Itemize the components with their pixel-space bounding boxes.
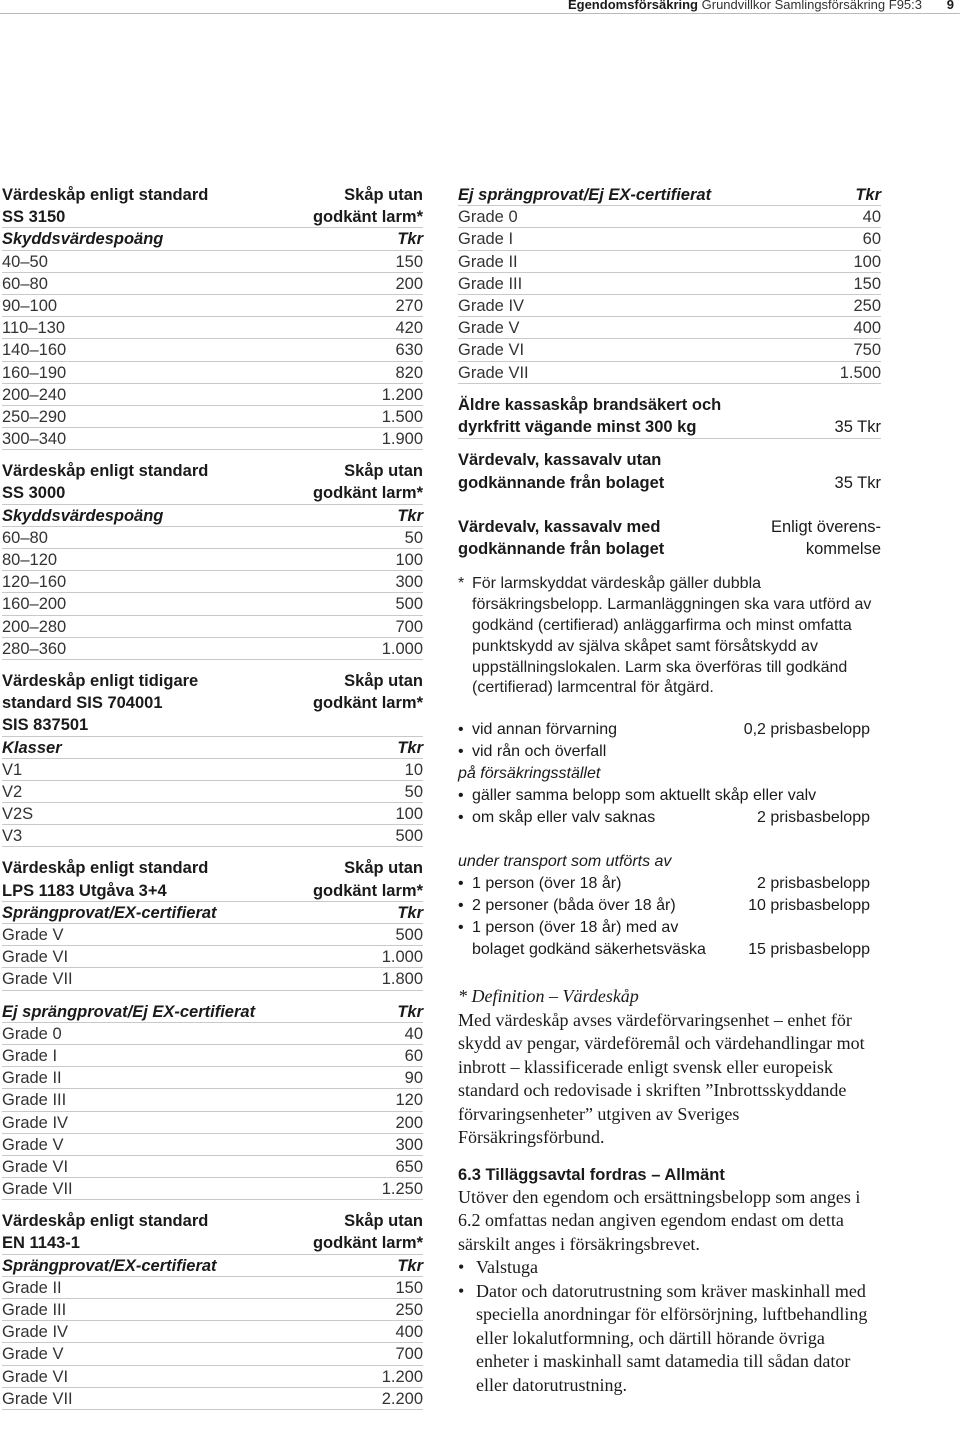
row-label: 160–200 [2,595,67,614]
section-list [458,1256,878,1397]
table-row [2,593,423,615]
row-value: 630 [395,341,423,360]
row-label: Grade II [2,1278,62,1297]
table-row [458,339,881,361]
section-heading: 6.3 Tilläggsavtal fordras – Allmänt [458,1165,725,1184]
table-row [2,638,423,660]
table-head-2: EN 1143-1 godkänt larm* [2,1232,423,1254]
table-row [2,1366,423,1388]
row-value: 500 [395,595,423,614]
list-item: • Valstuga [458,1256,878,1280]
row-value: 650 [395,1157,423,1176]
table-row [2,1089,423,1111]
row-label: 90–100 [2,296,58,315]
list-item: • 2 personer (båda över 18 år) 10 prisbasbelopp [458,895,870,917]
row-label: Grade III [458,274,523,293]
row-value: 50 [404,528,423,547]
table-row [2,1067,423,1089]
row-label: Grade II [458,252,518,271]
list-item-cont: bolaget godkänd säkerhetsväska 15 prisbasbelopp [472,941,870,959]
row-value: 420 [395,319,423,338]
row-value: 250 [853,296,881,315]
row-label: Grade VI [2,948,69,967]
table-head-1: Värdeskåp enligt standard Skåp utan [2,1212,423,1231]
row-label: Grade VII [2,970,73,989]
table-ss3150 [2,184,423,450]
row-value: 200 [395,1113,423,1132]
valv-utan-row: Värdevalv, kassavalv utan godkännande från bolaget 35 Tkr [458,451,881,492]
table-en1143 [2,1210,423,1410]
table-head-2: SS 3150 godkänt larm* [2,206,423,228]
table-row [2,1045,423,1067]
row-label: V3 [2,827,23,846]
row-label: Grade IV [458,296,525,315]
table-row [2,1134,423,1156]
table-head-3: SIS 837501 [2,714,423,736]
list-item: • 1 person (över 18 år) med av [458,917,870,939]
row-label: 280–360 [2,639,67,658]
row-value: 820 [395,363,423,382]
row-value: 500 [395,926,423,944]
row-label: 140–160 [2,341,67,360]
table-row [2,384,423,406]
table-row [458,317,881,339]
table-head-1: Värdeskåp enligt standard Skåp utan [2,186,423,204]
list-subheading: på försäkringsstället [458,765,601,783]
row-label: Grade VI [2,1157,69,1176]
row-label: Grade VI [2,1367,69,1386]
table-row [2,295,423,317]
row-label: Grade III [2,1091,67,1110]
table-subhead: Sprängprovat/EX-certifierat Tkr [2,1255,423,1277]
table-row [2,803,423,825]
table-row [2,825,423,847]
row-label: Grade I [2,1046,58,1065]
table-head-1: Värdeskåp enligt tidigare Skåp utan [2,671,423,690]
alarm-list [458,719,870,961]
table-row [458,295,881,317]
row-label: Grade IV [2,1323,69,1342]
row-label: V2S [2,805,34,824]
row-value: 1.000 [381,948,423,967]
row-value: 100 [853,252,881,271]
row-value: 250 [395,1301,423,1319]
row-value: 40 [404,1024,423,1043]
valv-med-row: Värdevalv, kassavalv med godkännande från bolaget Enligt överens- kommelse [458,517,881,559]
table-body [2,1023,423,1201]
table-subhead: Klasser Tkr [2,737,423,759]
table-row [2,549,423,571]
row-value: 400 [853,319,881,338]
table-subhead: Skyddsvärdespoäng Tkr [2,228,423,250]
left-column [2,184,423,1410]
row-label: Grade V [2,1345,64,1364]
list-item: • 1 person (över 18 år) 2 prisbasbelopp [458,873,870,895]
row-value: 50 [404,782,423,801]
list-item: • vid rån och överfall [458,741,870,763]
table-lps-ej [2,1001,423,1201]
row-label: Grade IV [2,1113,69,1132]
table-row [2,428,423,450]
table-subhead: Ej sprängprovat/Ej EX-certifierat Tkr [2,1001,423,1023]
row-value: 1.500 [381,407,423,426]
table-row [458,273,881,295]
section-text: Utöver den egendom och ersättningsbelopp som anges i 6.2 omfattas nedan angiven egendom endast om detta särskilt anges i försäkringsbrevet. [458,1186,861,1254]
table-body [2,1277,423,1410]
table-head-2: LPS 1183 Utgåva 3+4 godkänt larm* [2,880,423,902]
table-row [2,924,423,946]
table-row [2,968,423,990]
row-label: V1 [2,760,23,779]
table-body [2,759,423,848]
row-value: 1.000 [381,639,423,658]
row-value: 150 [853,274,881,293]
row-label: 300–340 [2,430,67,449]
table-row [2,251,423,273]
list-item: • vid annan förvarning 0,2 prisbasbelopp [458,719,870,741]
row-label: V2 [2,782,23,801]
row-label: 40–50 [2,252,48,271]
table-head-1: Värdeskåp enligt standard Skåp utan [2,859,423,878]
row-label: 200–240 [2,385,67,404]
right-column [458,184,881,1397]
table-body [2,924,423,991]
row-label: Grade V [2,1135,64,1154]
footnote: * För larmskyddat värdeskåp gäller dubbla försäkringsbelopp. Larmanläggningen ska vara utförd av godkänd (certifierad) anläggarfirma och minst omfatta punktskydd av själva skåpet samt försåtskydd av uppställningslokalen. Larm ska överföras till godkänd (certifierad) larmcentral för åtgärd. [458,575,872,697]
row-label: Grade V [458,319,520,338]
table-body [2,527,423,660]
row-label: Grade I [458,230,514,249]
row-value: 100 [395,551,423,569]
row-value: 270 [395,296,423,315]
table-row [2,406,423,428]
table-row [2,1343,423,1365]
row-label: 60–80 [2,274,48,293]
row-value: 150 [395,1278,423,1297]
row-label: Grade III [2,1301,67,1319]
row-value: 1.900 [381,430,423,449]
table-en1143-ej [458,184,881,384]
row-value: 100 [395,805,423,824]
row-value: 1.250 [381,1180,423,1199]
definition-text: Med värdeskåp avses värdeförvaringsenhet – enhet för skydd av pengar, värdeföremål och värdehandlingar mot inbrott – klassificerade enligt svensk eller europeisk standard och redovisade i skriften ”Inbrottsskyddande förvaringsenheter” utgiven av Sveriges Försäkringsförbund. [458,1009,865,1148]
row-label: 60–80 [2,528,48,547]
table-head-2: SS 3000 godkänt larm* [2,482,423,504]
row-label: Grade VII [458,363,529,382]
table-row [2,1388,423,1410]
table-body [2,251,423,451]
table-ss3000 [2,460,423,660]
table-lps1183 [2,857,423,990]
list-subheading: under transport som utförts av [458,853,672,871]
row-value: 500 [395,827,423,846]
table-row [2,1277,423,1299]
table-row [2,1112,423,1134]
row-label: Grade VI [458,341,525,360]
list-item: • om skåp eller valv saknas 2 prisbasbelopp [458,807,870,829]
row-value: 1.500 [839,363,881,382]
table-row [2,273,423,295]
table-body [458,206,881,384]
table-row [2,571,423,593]
list-item: • gäller samma belopp som aktuellt skåp eller valv [458,785,870,807]
row-label: Grade 0 [2,1024,62,1043]
table-subhead: Skyddsvärdespoäng Tkr [2,505,423,527]
table-row [458,206,881,228]
row-label: 200–280 [2,617,67,636]
row-value: 90 [404,1069,423,1088]
table-row [2,317,423,339]
row-label: 110–130 [2,319,66,338]
definition [458,985,878,1150]
row-value: 150 [395,252,423,271]
table-subhead: Sprängprovat/EX-certifierat Tkr [2,902,423,924]
page-header [0,0,960,12]
table-row [2,527,423,549]
table-row [458,251,881,273]
row-value: 700 [395,617,423,636]
table-subhead: Ej sprängprovat/Ej EX-certifierat Tkr [458,184,881,206]
table-row [2,1023,423,1045]
table-row [2,616,423,638]
table-row [2,1156,423,1178]
row-label: Grade V [2,926,64,944]
table-head-2: standard SIS 704001 godkänt larm* [2,694,423,713]
table-row [2,1321,423,1343]
table-head-1: Värdeskåp enligt standard Skåp utan [2,462,423,481]
table-row [458,228,881,250]
row-value: 60 [862,230,881,249]
table-row [458,362,881,384]
row-value: 700 [395,1345,423,1364]
table-row [2,946,423,968]
row-value: 1.200 [381,1367,423,1386]
row-value: 60 [404,1046,423,1065]
row-label: 80–120 [2,551,58,569]
row-value: 2.200 [381,1389,423,1408]
row-value: 10 [404,760,423,779]
row-label: 250–290 [2,407,67,426]
row-value: 120 [395,1091,423,1110]
row-label: Grade II [2,1069,62,1088]
table-row [2,781,423,803]
row-value: 1.800 [381,970,423,989]
header-subtitle: Grundvillkor Samlingsförsäkring F95:3 [701,0,922,12]
row-value: 200 [395,274,423,293]
table-row [2,1299,423,1321]
row-value: 40 [862,208,881,227]
page-number: 9 [946,0,954,12]
row-label: Grade VII [2,1180,73,1199]
list-item: • Dator och datorutrustning som kräver maskinhall med speciella anordningar för elförsörjning, luftbehandling eller lokalutformning, och därtill hörande övriga enheter i maskinhall samt datamedia till sådan dator eller datorutrustning. [458,1280,878,1398]
table-row [2,339,423,361]
row-label: Grade 0 [458,208,518,227]
table-sis [2,670,423,848]
row-value: 300 [395,573,423,592]
row-value: 400 [395,1323,423,1342]
definition-title: * Definition – Värdeskåp [458,986,639,1007]
row-value: 750 [853,341,881,360]
row-label: Grade VII [2,1389,73,1408]
table-row [2,759,423,781]
row-value: 1.200 [381,385,423,404]
header-title: Egendomsförsäkring [567,0,698,12]
row-label: 120–160 [2,573,67,592]
kassaskap-row: Äldre kassaskåp brandsäkert och dyrkfritt vägande minst 300 kg 35 Tkr [458,394,881,440]
row-label: 160–190 [2,363,67,382]
header-rule [0,13,960,14]
row-value: 300 [395,1135,423,1154]
table-row [2,362,423,384]
table-row [2,1178,423,1200]
